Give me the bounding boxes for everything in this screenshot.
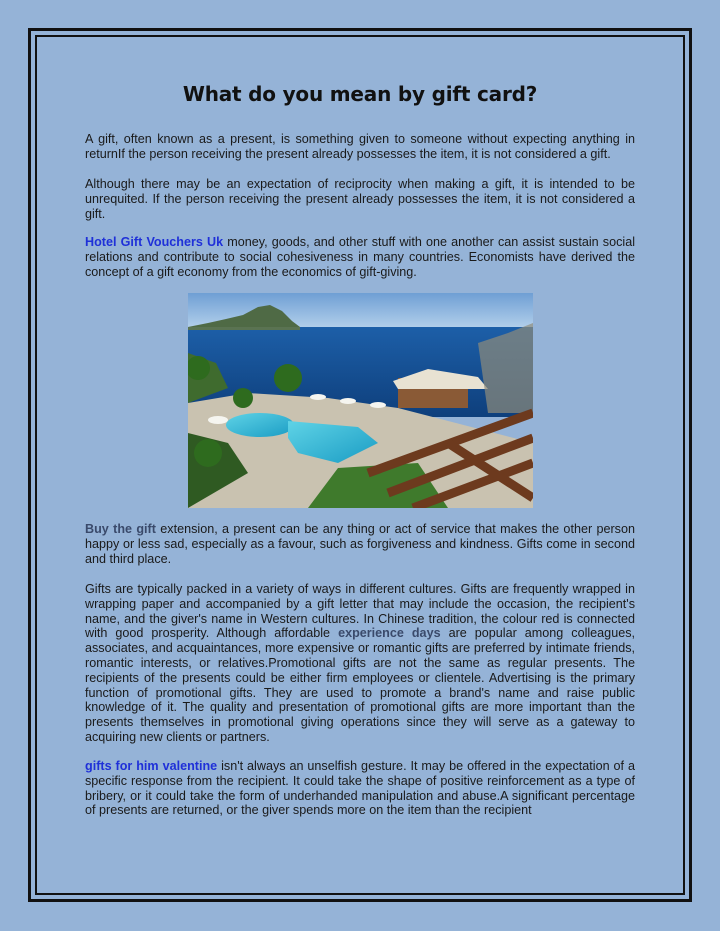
paragraph-6 bbox=[85, 759, 635, 818]
paragraph-2: Although there may be an expectation of reciprocity when making a gift, it is intended to be unrequited. If the person receiving the present already possesses the item, it is not considered a gift. bbox=[85, 177, 635, 221]
experience-days-link[interactable]: experience days bbox=[338, 626, 441, 641]
gifts-for-him-valentine-link[interactable]: gifts for him valentine bbox=[85, 759, 218, 773]
resort-illustration bbox=[188, 293, 533, 508]
resort-photo bbox=[188, 293, 533, 508]
paragraph-5-text-b: are popular among colleagues, associates, and acquaintances, more expensive or romantic gifts are preferred by intimate friends, romantic interests, or relatives.Promotional gifts are not the same as regular presents. The recipients of the presents could be either firm employees or clientele. Advertising is the primary function of promotional gifts. They are used to promote a brand's name and raise public knowledge of it. The quality and presentation of promotional gifts are more important than the presents themselves in promotional giving operations since they will serve as a gateway to acquiring new clients or partners. bbox=[85, 626, 635, 744]
paragraph-5-text-a: Gifts are typically packed in a variety of ways in different cultures. Gifts are frequently wrapped in wrapping paper and accompanied by a gift letter that may include the occasion, the recipient's name, and the giver's name in Western cultures. In Chinese tradition, the colour red is connected with good prosperity. Although affordable bbox=[85, 582, 635, 641]
paragraph-4 bbox=[85, 522, 635, 566]
paragraph-4-text: extension, a present can be any thing or act of service that makes the other person happy or less sad, especially as a favour, such as forgiveness and kindness. Gifts come in second and third place. bbox=[85, 522, 635, 566]
paragraph-5 bbox=[85, 582, 635, 745]
paragraph-1: A gift, often known as a present, is something given to someone without expecting anything in returnIf the person receiving the present already possesses the item, it is not considered a gift. bbox=[85, 132, 635, 161]
hotel-gift-vouchers-link[interactable]: Hotel Gift Vouchers Uk bbox=[85, 235, 224, 249]
paragraph-3-text: money, goods, and other stuff with one another can assist sustain social relations and contribute to social cohesiveness in many countries. Economists have derived the concept of a gift economy from the economics of gift-giving. bbox=[85, 235, 635, 279]
paragraph-6-text: isn't always an unselfish gesture. It may be offered in the expectation of a specific response from the recipient. It could take the shape of positive reinforcement as a type of bribery, or it could take the form of underhanded manipulation and abuse.A significant percentage of presents are returned, or the giver spends more on the item than the recipient bbox=[85, 759, 635, 818]
paragraph-3 bbox=[85, 235, 635, 279]
page-title: What do you mean by gift card? bbox=[182, 82, 538, 106]
buy-the-gift-link[interactable]: Buy the gift bbox=[85, 522, 156, 536]
